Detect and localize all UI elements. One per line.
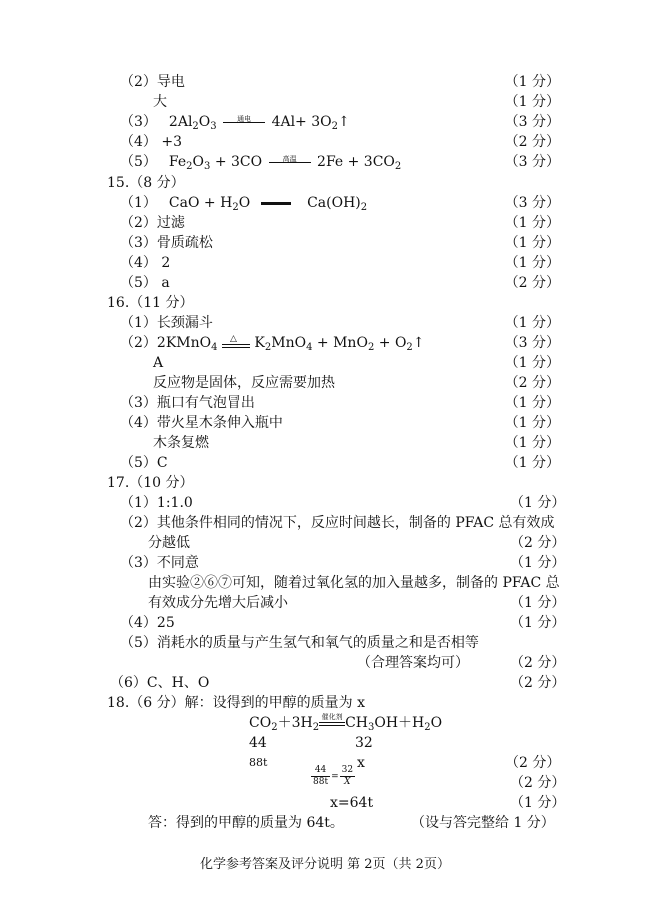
q16-part3-score: （1 分） [504,395,560,411]
q15-part2: （2）过滤 [120,215,185,231]
q17-part3-reason-score: （1 分） [510,595,566,611]
q14-part4: （4） +3 [120,134,182,150]
q16-part2-answer-a-score: （1 分） [504,355,560,371]
q18-molar-mass-co2: 44 [249,735,267,751]
q15-part5-score: （2 分） [504,275,560,291]
q17-part6: （6）C、H、O [110,675,210,691]
q18-molar-mass-methanol: 32 [355,735,373,751]
q17-part2-line1: （2）其他条件相同的情况下，反应时间越长，制备的 PFAC 总有效成 [120,515,555,531]
fraction-left: $\frac{44}{88t}$ [313,765,329,787]
q17-part1: （1）1:1.0 [120,495,193,511]
page-footer: 化学参考答案及评分说明 第 2页（共 2页） [200,857,450,872]
q16-part4-score: （1 分） [504,415,560,431]
q18-proportion-score: （2 分） [510,775,566,791]
q17-part3-reason-line1: 由实验②⑥⑦可知，随着过氧化氢的加入量越多，制备的 PFAC 总 [148,575,560,591]
heating-condition: △ [222,335,250,351]
q17-part2-line2: 分越低 [148,535,190,551]
q18-answer-note: （设与答完整给 1 分） [411,815,555,831]
q18-equation: $CO_2+3H_2$ 催化剂 $CH_3OH+H_2O$ [249,713,443,733]
q16-part5-score: （1 分） [504,455,560,471]
q16-part1: （1）长颈漏斗 [120,315,213,331]
q17-part5-score: （2 分） [510,655,566,671]
catalyst-condition: 催化剂 [319,714,345,732]
q18-heading: 18.（6 分）解：设得到的甲醇的质量为 x [107,695,365,711]
q14-part2-line2: 大 [153,94,167,110]
q18-answer: 答：得到的甲醇的质量为 64t。 [148,815,344,831]
q16-part4-result: 木条复燃 [153,435,209,451]
q18-result: x=64t [330,795,374,811]
q17-part5-note: （合理答案均可） [357,655,469,671]
q14-part5-equation: （5） $Fe_2O_3 + 3CO$ 高温 $2Fe + 3CO_2$ [120,154,402,172]
q17-part3-score: （1 分） [510,555,566,571]
q14-part2-line1: （2）导电 [120,74,185,90]
q15-part2-score: （1 分） [504,215,560,231]
q17-part4-score: （1 分） [510,615,566,631]
q16-part2-reason: 反应物是固体，反应需要加热 [153,375,335,391]
q14-part5-score: （3 分） [504,154,560,170]
q14-part2-score2: （1 分） [504,94,560,110]
q17-part1-score: （1 分） [510,495,566,511]
q16-part4-result-score: （1 分） [504,435,560,451]
q17-heading: 17.（10 分） [107,475,194,491]
q15-part1-equation: （1） CaO + $H_2O$ $Ca(OH)_2$ [120,195,368,213]
q17-part6-score: （2 分） [510,675,566,691]
electrolysis-condition: 通电 [221,113,267,131]
q16-part3: （3）瓶口有气泡冒出 [120,395,255,411]
q17-part3-reason-line2: 有效成分先增大后减小 [148,595,288,611]
q16-part1-score: （1 分） [504,315,560,331]
q14-part2-score1: （1 分） [504,74,560,90]
q15-part5: （5） a [120,275,170,291]
q15-heading: 15.（8 分） [107,175,185,191]
q16-heading: 16.（11 分） [107,295,194,311]
q15-part3-score: （1 分） [504,235,560,251]
q15-part1-score: （3 分） [504,195,560,211]
q16-part2-equation: （2）2KMnO$_4$ △ $K_2MnO_4 + MnO_2$ + $O_2↑$ [120,334,425,353]
q17-part2-score: （2 分） [510,535,566,551]
q18-result-score: （1 分） [510,795,566,811]
q16-part2-reason-score: （2 分） [504,375,560,391]
q16-part5: （5）C [120,455,168,471]
q17-part5: （5）消耗水的质量与产生氢气和氧气的质量之和是否相等 [120,635,479,651]
q16-part2-score: （3 分） [504,335,560,351]
q16-part4: （4）带火星木条伸入瓶中 [120,415,283,431]
q18-setup-score: （2 分） [505,755,561,771]
q15-part4-score: （1 分） [504,255,560,271]
q16-part2-answer-a: A [153,355,164,371]
q17-part3: （3）不同意 [120,555,199,571]
q15-part4: （4） 2 [120,255,171,271]
q15-part3: （3）骨质疏松 [120,235,213,251]
equals-bar [261,202,291,205]
q14-part4-score: （2 分） [504,134,560,150]
q18-proportion: $\frac{44}{88t}$ = $\frac{32}{X}$ [313,765,354,787]
q18-unknown-mass: x [357,755,365,771]
high-temperature-condition: 高温 [267,153,313,171]
q14-part3-score: （3 分） [504,114,560,130]
q17-part4: （4）25 [120,615,175,631]
fraction-right: $\frac{32}{X}$ [341,765,354,787]
q18-known-mass: 88t [249,756,268,769]
q14-part3-equation: （3） $2Al_2O_3$ 通电 $4Al+ 3O_2↑$ [120,114,350,132]
